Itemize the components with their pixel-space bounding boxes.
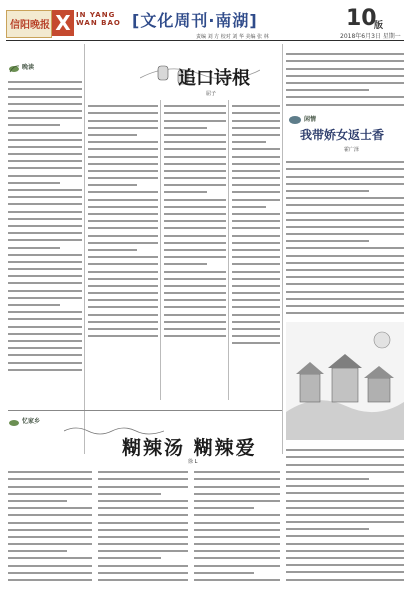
body-text-column: [164, 100, 226, 406]
article-tag-text-left: 晚读: [22, 64, 35, 71]
xinyang-line2: WAN BAO: [76, 19, 121, 27]
article-title-bottom: 糊辣汤 糊辣爱: [122, 437, 257, 459]
body-text-column: [286, 444, 404, 584]
newspaper-logo: [6, 10, 52, 38]
body-text-column: [98, 466, 188, 588]
column-rule: [84, 44, 85, 454]
masthead-rule: [6, 40, 404, 41]
body-text-column: [88, 100, 158, 406]
body-text-column: [8, 466, 92, 588]
article-tag-text-right: 闲情: [304, 116, 317, 123]
article-author-bottom: 徐 L: [188, 459, 198, 465]
body-text-column: [8, 76, 82, 406]
logo-x-mark: X: [52, 10, 74, 36]
article-author-right: 霍广泽: [344, 147, 360, 153]
town-illustration: [286, 322, 404, 440]
body-text-column: [286, 156, 404, 316]
section-title: [文化周刊·南湖]: [132, 11, 258, 30]
body-text-column: [232, 100, 280, 406]
body-text-column: [286, 48, 404, 106]
body-text-column: [194, 466, 280, 588]
article-title-right: 我带娇女返士香: [300, 128, 385, 142]
section-rule: [8, 410, 282, 411]
article-tag-text-bottom: 忆家乡: [22, 418, 41, 425]
column-rule: [228, 100, 229, 400]
column-rule: [160, 100, 161, 400]
issue-date: 2018年6月3日 星期一: [340, 33, 401, 40]
column-rule: [282, 44, 283, 454]
article-tag-left: [8, 60, 48, 72]
page-unit: 版: [374, 21, 384, 31]
article-author-left: 屈子: [206, 91, 217, 97]
xinyang-line1: IN YANG: [76, 11, 116, 19]
page-number: 10: [346, 6, 377, 31]
editor-credits: 责编 刘 方 校对 刘 华 美编 张 林: [196, 34, 269, 40]
article-title-left: 追口诗根: [178, 68, 250, 89]
xinyang-label: [76, 11, 121, 27]
logo-text: 信阳晚报: [10, 20, 50, 31]
